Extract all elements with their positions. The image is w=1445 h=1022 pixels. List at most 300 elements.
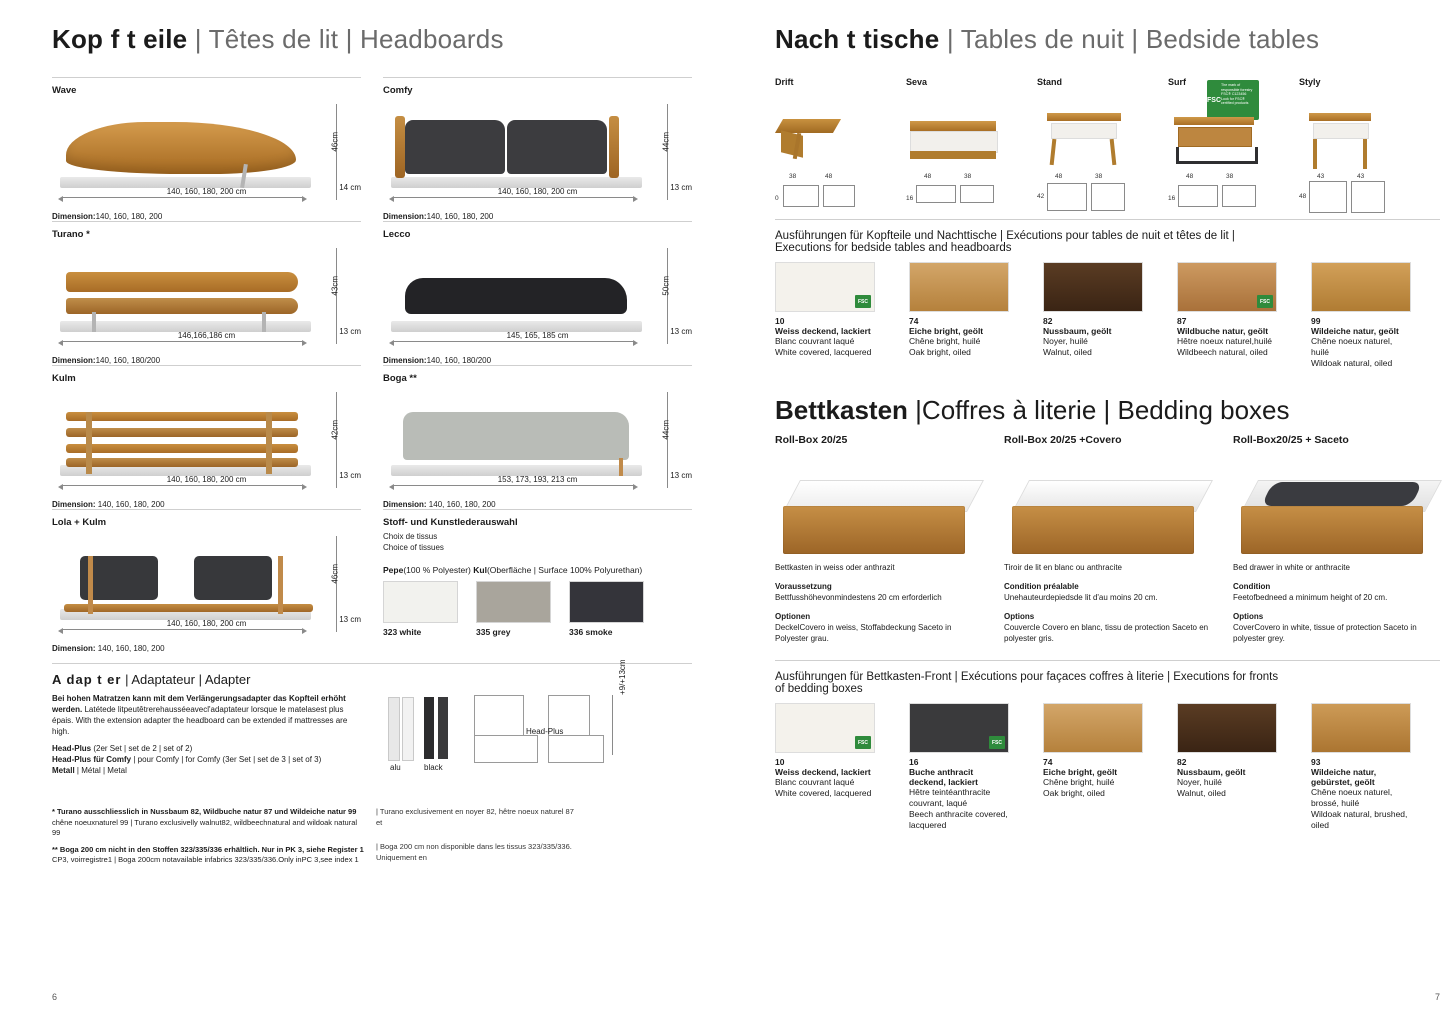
dim-box-side xyxy=(960,185,994,203)
headboard-wave xyxy=(52,77,361,221)
material-fr: Chêne bright, huilé xyxy=(1043,777,1115,787)
material-number: 10 xyxy=(775,757,785,767)
swatch[interactable] xyxy=(476,581,551,637)
headboard-illustration xyxy=(383,98,692,210)
box-caption: Tiroir de lit en blanc ou anthracite xyxy=(1004,563,1122,572)
nightstand-dimensions xyxy=(906,173,1037,219)
material-color xyxy=(775,703,875,753)
material-en: Oak bright, oiled xyxy=(909,347,971,357)
slat-4 xyxy=(66,458,298,467)
adapter-label-black: black xyxy=(424,763,443,772)
dimension-label: Dimension: xyxy=(52,212,96,221)
nightstand-illustration xyxy=(906,93,1037,173)
leg-left xyxy=(1313,139,1317,169)
height-measure-line xyxy=(667,392,668,488)
material-fr: Hêtre teintéanthracite couvrant, laqué xyxy=(909,787,991,808)
dim-width-2: 38 xyxy=(1095,173,1103,180)
material-swatch[interactable] xyxy=(1311,703,1411,831)
drawer-front xyxy=(783,506,965,554)
bedding-heading xyxy=(775,395,1440,426)
fronts-title xyxy=(775,671,1440,683)
swatch-color xyxy=(383,581,458,623)
dimension-line xyxy=(52,644,361,653)
box-title: Roll-Box 20/25 +Covero xyxy=(1004,434,1122,446)
arrow-left-icon xyxy=(389,484,394,490)
box-caption: Bettkasten in weiss oder anthrazit xyxy=(775,563,895,572)
top-panel xyxy=(910,121,996,131)
dim-box-side xyxy=(1091,183,1125,211)
headboard-grid xyxy=(52,77,692,653)
swatch-color xyxy=(569,581,644,623)
dimension-label: Dimension: xyxy=(52,500,96,509)
height-label: 44cm xyxy=(662,420,671,440)
arrow-left-icon xyxy=(389,196,394,202)
height-label: 43cm xyxy=(331,276,340,296)
wave-board-shape xyxy=(66,122,296,174)
headboard-name: Turano * xyxy=(52,229,90,240)
material-color xyxy=(909,262,1009,312)
nightstand-illustration xyxy=(1299,93,1430,173)
support-leg xyxy=(92,312,96,332)
dim-height: 48 xyxy=(1299,193,1307,200)
material-de: Weiss deckend, lackiert xyxy=(775,767,871,777)
material-fr: Chêne noeux naturel, huilé xyxy=(1311,336,1393,357)
executions-fronts xyxy=(775,660,1440,831)
adapter-measure-line xyxy=(612,695,613,755)
height-measure-line xyxy=(667,104,668,200)
width-measure-line xyxy=(62,485,303,486)
nightstand-illustration xyxy=(1037,93,1168,173)
width-label: 140, 160, 180, 200 cm xyxy=(166,475,247,484)
adapter-diagram-base-1 xyxy=(474,735,538,763)
material-en: Beech anthracite covered, lacquered xyxy=(909,809,1008,830)
depth-label: 13 cm xyxy=(670,471,692,480)
dimension-value: 140, 160, 180/200 xyxy=(426,356,492,365)
fronts-title-bold: Ausführungen für Bettkasten-Front xyxy=(775,671,952,683)
frame-left xyxy=(395,116,405,178)
material-en: White covered, lacquered xyxy=(775,347,872,357)
fsc-mark-text: FSC xyxy=(1207,96,1221,104)
headboard-kulm xyxy=(52,365,361,509)
depth-label: 13 cm xyxy=(339,471,361,480)
width-label: 145, 165, 185 cm xyxy=(506,331,569,340)
bedding-box-rollbox xyxy=(775,434,980,644)
material-en: Oak bright, oiled xyxy=(1043,788,1105,798)
nightstand-stand xyxy=(1037,77,1168,219)
bedding-box-covero xyxy=(1004,434,1209,644)
material-swatch[interactable] xyxy=(775,703,875,831)
material-fr: Hêtre noeux naturel,huilé xyxy=(1177,336,1272,346)
cushion-left xyxy=(405,120,505,174)
dim-width-2: 38 xyxy=(1226,173,1234,180)
dimension-label: Dimension: xyxy=(383,500,427,509)
adapter-item1-bold: Head-Plus xyxy=(52,744,92,753)
nightstand-name: Stand xyxy=(1037,77,1063,87)
nightstand-dimensions xyxy=(775,173,906,219)
box-illustration xyxy=(1233,454,1438,562)
material-swatch[interactable] xyxy=(909,703,1009,831)
adapter-item3-bold: Metall xyxy=(52,766,75,775)
material-number: 82 xyxy=(1043,316,1053,326)
headboard-name: Boga ** xyxy=(383,373,417,384)
adapter-bar-alu-1 xyxy=(388,697,400,761)
headboard-row xyxy=(52,365,692,509)
material-fr: Noyer, huilé xyxy=(1177,777,1222,787)
headboard-turano xyxy=(52,221,361,365)
box-options-text: CoverCovero in white, tissue of protection Saceto in polyester grey. xyxy=(1233,623,1417,643)
headboard-illustration xyxy=(52,386,361,498)
material-number: 16 xyxy=(909,757,919,767)
post-right xyxy=(278,556,283,614)
dim-height: 0 xyxy=(775,195,779,202)
nightstand-illustration xyxy=(1168,93,1299,173)
material-number: 87 xyxy=(1177,316,1187,326)
headboard-illustration xyxy=(383,386,692,498)
nightstand-name: Seva xyxy=(906,77,928,87)
material-number: 10 xyxy=(775,316,785,326)
headboard-illustration xyxy=(383,242,692,354)
arrow-left-icon xyxy=(58,484,63,490)
drawer-front xyxy=(1241,506,1423,554)
dim-box-front xyxy=(916,185,956,203)
support-leg xyxy=(619,458,623,476)
nightstand-row xyxy=(775,77,1440,219)
material-de: Wildbuche natur, geölt xyxy=(1177,326,1269,336)
headboard-row xyxy=(52,77,692,221)
material-en: Walnut, oiled xyxy=(1177,788,1226,798)
material-swatch[interactable] xyxy=(775,262,875,369)
adapter-heading xyxy=(52,672,692,687)
bedding-box-row xyxy=(775,434,1440,644)
dim-box-front xyxy=(1047,183,1087,211)
adapter-bar-alu-2 xyxy=(402,697,414,761)
material-de: Eiche bright, geölt xyxy=(909,326,984,336)
material-de: Wildeiche natur, geölt xyxy=(1311,326,1399,336)
material-number: 93 xyxy=(1311,757,1321,767)
nightstand-drift xyxy=(775,77,906,219)
executions-headboards xyxy=(775,219,1440,369)
material-fr: Noyer, huilé xyxy=(1043,336,1088,346)
drawer-front xyxy=(1051,123,1117,139)
arrow-left-icon xyxy=(58,340,63,346)
depth-label: 13 cm xyxy=(670,327,692,336)
height-label: 44cm xyxy=(662,132,671,152)
swatch-label: 335 grey xyxy=(476,627,511,637)
box-caption: Bed drawer in white or anthracite xyxy=(1233,563,1350,572)
nightstand-dimensions xyxy=(1168,173,1299,219)
width-label: 140, 160, 180, 200 cm xyxy=(166,619,247,628)
box-title: Roll-Box 20/25 xyxy=(775,434,848,446)
material-number: 74 xyxy=(909,316,919,326)
box-condition-text: Bettfusshöhevonmindestens 20 cm erforderlich xyxy=(775,593,942,602)
fabric-note-pepe: Pepe xyxy=(383,565,404,575)
drawer-front xyxy=(1178,127,1252,147)
swatch-color xyxy=(476,581,551,623)
dim-width-1: 48 xyxy=(924,173,932,180)
height-label: 46cm xyxy=(331,132,340,152)
bedside-heading xyxy=(775,24,1440,55)
width-measure-line xyxy=(62,629,303,630)
executions-subtitle: Executions for bedside tables and headboards xyxy=(775,242,1012,254)
dimension-value: 140, 160, 180, 200 xyxy=(97,644,165,653)
box-options-title: Options xyxy=(1004,612,1035,621)
top-panel xyxy=(1309,113,1371,121)
dim-box-front xyxy=(1178,185,1218,207)
top-panel xyxy=(1174,117,1254,125)
adapter-p1-rest: Latétede litpeutêtrerehausséeavecl'adaptateur lorsque le matelasest plus épais. With the extension adapter the headboard can be extended if mattresses are high. xyxy=(52,705,348,736)
material-color xyxy=(1043,262,1143,312)
cushion xyxy=(403,412,629,460)
dim-width-2: 48 xyxy=(825,173,833,180)
box-condition-text: Unehauteurdepiedsde lit d'au moins 20 cm. xyxy=(1004,593,1158,602)
adapter-heading-bold: A dap t er xyxy=(52,672,122,687)
material-de: Nussbaum, geölt xyxy=(1043,326,1112,336)
bedding-heading-rest: |Coffres à literie | Bedding boxes xyxy=(907,395,1290,425)
fsc-line-2: responsible forestry xyxy=(1221,87,1253,92)
headboard-name: Kulm xyxy=(52,373,76,384)
fsc-icon: FSC xyxy=(855,736,871,749)
fabric-note-pepe-rest: (100 % Polyester) xyxy=(403,565,471,575)
box-condition-text: Feetofbedneed a minimum height of 20 cm. xyxy=(1233,593,1388,602)
adapter-heading-rest: | Adaptateur | Adapter xyxy=(125,672,251,687)
adapter-text xyxy=(52,693,364,803)
material-en: Walnut, oiled xyxy=(1043,347,1092,357)
headboard-row xyxy=(52,509,692,653)
left-column: Kop f t eile | Têtes de lit | Headboards Wave 46cm 14 cm 140, 160, 180, 200 cm Dimension:140, 160, 180, 200 Comfy 44cm 13 cm 140, 160, 180, 200 cm Dimension:140, 160, 180, 200 Turano * 43cm 13 cm 146,166,186 cm Dimension:140, 160, 180/200 Lecco 50cm 13 cm 145, 165, 185 cm Dimension:140, 160, 180/200 Kulm 42cm 13 cm 140, 160, 180, 200 cm Dimension: 140, 160, 180, 200 Boga ** 44cm 13 cm 153, 173, 193, 213 cm Dimension: 140, 160, 180, 200 Lola + Kulm 46cm 13 cm 140, 160, 180, 200 cm Dimension: 140, 160, 180, 200 Stoff- und Kunstlederauswahl Choix de tissus Choice of tissues Pepe(100 % Polyester) Kul(Oberfläche | Surface 100% Polyurethan) 323 white 335 grey 336 smoke A dap t er | Adaptateur | Adapter Bei hohen Matratzen kann mit dem Verlängerungsadapter das Kopfteil erhöht werden. Latétede litpeutêtrerehausséeavecl'adaptateur lorsque le matelasest plus épais. With the extension adapter the headboard can be extended if mattresses are high. Head-Plus (2er Set | set de 2 | set of 2) Head-Plus für Comfy | pour Comfy | for Comfy (3er Set | set de 3 | set of 3) Metall | Métal | Metal alu black Head-Plus +9/+13cm * Turano ausschliesslich in Nussbaum 82, Wildbuche natur 87 und Wildeiche natur 99 chêne noeuxnaturel 99 | Turano exclusivelly walnut82, wildbeechnatural and wildoak natural 99 ** Boga 200 cm nicht in den Stoffen 323/335/336 erhältlich. Nur in PK 3, siehe Register 1 CP3, voirregistre1 | Boga 200cm notavailable infabrics 323/335/336.Only inPC 3,see index 1 | Turano exclusivement en noyer 82, hêtre noeux naturel 87 et | Boga 200 cm non disponible dans les tissus 323/335/336. Uniquement en 6 xyxy=(52,24,692,1002)
adapter-section xyxy=(52,659,692,866)
fabric-note-kul: Kul xyxy=(473,565,487,575)
box-condition-title: Condition préalable xyxy=(1004,582,1079,591)
fabric-note-kul-rest: (Oberfläche | Surface 100% Polyurethan) xyxy=(486,565,643,575)
fsc-line-4: Look for FSC® certified products xyxy=(1221,96,1249,106)
slat-2 xyxy=(66,428,298,437)
width-measure-line xyxy=(393,197,634,198)
material-swatch[interactable] xyxy=(1177,262,1277,369)
fsc-line-3: FSC® C123456 xyxy=(1221,92,1247,97)
material-swatch[interactable] xyxy=(909,262,1009,369)
footnote-2-bold: ** Boga 200 cm nicht in den Stoffen 323/335/336 erhältlich. Nur in PK 3, siehe Register 1 xyxy=(52,844,364,854)
leg-right xyxy=(1363,139,1367,169)
arrow-left-icon xyxy=(389,340,394,346)
dimension-line xyxy=(383,212,692,221)
material-color xyxy=(1177,703,1277,753)
headboard-name: Comfy xyxy=(383,85,413,96)
adapter-p1-bold: Bei hohen Matratzen kann mit dem Verlängerungsadapter das Kopfteil erhöht werden. xyxy=(52,694,346,714)
width-label: 153, 173, 193, 213 cm xyxy=(497,475,578,484)
post-left xyxy=(86,412,92,474)
material-swatch[interactable] xyxy=(1043,703,1143,831)
fsc-icon: FSC xyxy=(855,295,871,308)
arrow-right-icon xyxy=(633,340,638,346)
cushion-right xyxy=(194,556,272,600)
depth-label: 13 cm xyxy=(339,615,361,624)
dimension-value: 140, 160, 180, 200 xyxy=(97,500,165,509)
dim-height: 16 xyxy=(906,195,914,202)
fabric-subtitle-fr: Choix de tissus xyxy=(383,532,438,541)
dim-box-side xyxy=(823,185,855,207)
arrow-right-icon xyxy=(633,484,638,490)
swatch-label: 323 white xyxy=(383,627,422,637)
dim-width-1: 38 xyxy=(789,173,797,180)
swatch-label: 336 smoke xyxy=(569,627,613,637)
bedding-heading-bold: Bettkasten xyxy=(775,395,908,425)
box-options-title: Optionen xyxy=(775,612,811,621)
dim-box-front xyxy=(783,185,819,207)
nightstand-illustration xyxy=(775,93,906,173)
height-measure-line xyxy=(336,536,337,632)
box-illustration xyxy=(775,454,980,562)
nightstand-name: Surf xyxy=(1168,77,1186,87)
material-row xyxy=(775,703,1440,831)
material-de: Buche anthracit deckend, lackiert xyxy=(909,767,978,787)
material-en: Wildoak natural, oiled xyxy=(1311,358,1393,368)
height-label: 50cm xyxy=(662,276,671,296)
box-condition-title: Condition xyxy=(1233,582,1271,591)
width-label: 140, 160, 180, 200 cm xyxy=(166,187,247,196)
headboard-illustration xyxy=(52,530,361,642)
nightstand-dimensions xyxy=(1299,173,1430,219)
base-panel xyxy=(910,151,996,159)
footnote-1-bold: * Turano ausschliesslich in Nussbaum 82, Wildbuche natur 87 und Wildeiche natur 99 xyxy=(52,807,357,816)
dimension-line xyxy=(383,356,692,365)
dimension-label: Dimension: xyxy=(383,212,427,221)
box-options-title: Options xyxy=(1233,612,1264,621)
footnote-3: | Turano exclusivement en noyer 82, hêtre noeux naturel 87 et xyxy=(376,807,574,827)
adapter-diagram-base-2 xyxy=(548,735,604,763)
fabric-subtitle-en: Choice of tissues xyxy=(383,543,444,552)
post-right xyxy=(266,412,272,474)
post-left xyxy=(88,556,93,614)
nightstand-name: Styly xyxy=(1299,77,1321,87)
footnote-1-rest: chêne noeuxnaturel 99 | Turano exclusivelly walnut82, wildbeechnatural and wildoak natural 99 xyxy=(52,817,358,837)
nightstand-name: Drift xyxy=(775,77,794,87)
fabric-title: Stoff- und Kunstlederauswahl xyxy=(383,517,518,528)
executions-title-rest: | Exécutions pour tables de nuit et têtes de lit | xyxy=(1000,230,1235,242)
board-top xyxy=(66,272,298,292)
dimension-value: 140, 160, 180/200 xyxy=(95,356,161,365)
adapter-headplus-label: Head-Plus xyxy=(526,727,564,736)
dimension-value: 140, 160, 180, 200 xyxy=(426,212,494,221)
material-color xyxy=(1043,703,1143,753)
dimension-label: Dimension: xyxy=(383,356,427,365)
metal-frame xyxy=(1176,147,1258,164)
material-de: Nussbaum, geölt xyxy=(1177,767,1246,777)
dimension-line xyxy=(52,500,361,509)
width-measure-line xyxy=(393,341,634,342)
dimension-line xyxy=(383,500,692,509)
depth-label: 13 cm xyxy=(339,327,361,336)
headboard-name: Lecco xyxy=(383,229,411,240)
material-row xyxy=(775,262,1440,369)
headboard-name: Wave xyxy=(52,85,77,96)
dimension-value: 140, 160, 180, 200 xyxy=(428,500,496,509)
adapter-illustration xyxy=(380,659,670,803)
drawer-front xyxy=(910,131,998,153)
fronts-subtitle: of bedding boxes xyxy=(775,683,863,695)
material-fr: Blanc couvrant laqué xyxy=(775,777,855,787)
dimension-line xyxy=(52,212,361,221)
material-swatch[interactable] xyxy=(1043,262,1143,369)
cushion-right xyxy=(507,120,607,174)
adapter-item3-rest: | Métal | Metal xyxy=(76,766,127,775)
fabric-swatches xyxy=(383,581,692,637)
nightstand-seva xyxy=(906,77,1037,219)
arrow-right-icon xyxy=(633,196,638,202)
material-color xyxy=(1311,703,1411,753)
material-swatch[interactable] xyxy=(1177,703,1277,831)
fsc-icon: FSC xyxy=(1257,295,1273,308)
dim-height: 42 xyxy=(1037,193,1045,200)
right-column: Nach t tische | Tables de nuit | Bedside tables FSC The mark of responsible forestry FSC® C123456 Look for FSC® certified products Drift 38 48 0 Seva 48 38 16 Stand 48 38 42 Surf 48 38 16 Styly 43 43 48 Ausführungen für Kopfteile und Nachttische | Exécutions pour tables de nuit et têtes de lit | Executions for bedside tables and headboards FSC 10 Weiss deckend, lackiert Blanc couvrant laqué White covered, lacquered 74 Eiche bright, geölt Chêne bright, huilé Oak bright, oiled 82 Nussbaum, geölt Noyer, huilé Walnut, oiled FSC 87 Wildbuche natur, geölt Hêtre noeux naturel,huilé Wildbeech natural, oiled 99 Wildeiche natur, geölt Chêne noeux naturel, huilé Wildoak natural, oiled Bettkasten |Coffres à literie | Bedding boxes Roll-Box 20/25 Bettkasten in weiss oder anthrazit Voraussetzung Bettfusshöhevonmindestens 20 cm erforderlich Optionen DeckelCovero in weiss, Stoffabdeckung Saceto in Polyester grau. Roll-Box 20/25 +Covero Tiroir de lit en blanc ou anthracite Condition préalable Unehauteurdepiedsde lit d'au moins 20 cm. Options Couvercle Covero en blanc, tissu de protection Saceto en polyester gris. Roll-Box20/25 + Saceto Bed drawer in white or anthracite Condition Feetofbedneed a minimum height of 20 cm. Options CoverCovero in white, tissue of protection Saceto in polyester grey. Ausführungen für Bettkasten-Front | Exécutions pour façaces coffres à literie | Executions for fronts of bedding boxes FSC 10 Weiss deckend, lackiert Blanc couvrant laqué White covered, lacquered FSC 16 Buche anthracit deckend, lackiert Hêtre teintéanthracite couvrant, laqué Beech anthracite covered, lacquered 74 Eiche bright, geölt Chêne bright, huilé Oak bright, oiled 82 Nussbaum, geölt Noyer, huilé Walnut, oiled 93 Wildeiche natur, gebürstet, geölt Chêne noeux naturel, brossé, huilé Wildoak natural, brushed, oiled 7 xyxy=(775,24,1440,831)
height-label: 42cm xyxy=(331,420,340,440)
headboard-lecco xyxy=(383,221,692,365)
material-de: Eiche bright, geölt xyxy=(1043,767,1118,777)
fsc-icon: FSC xyxy=(989,736,1005,749)
headboards-heading-bold: Kop f t eile xyxy=(52,24,188,54)
footnote-column-right xyxy=(376,807,576,866)
top-panel xyxy=(1047,113,1121,121)
material-fr: Chêne bright, huilé xyxy=(909,336,981,346)
material-number: 82 xyxy=(1177,757,1187,767)
swatch[interactable] xyxy=(569,581,644,637)
bedside-heading-bold: Nach t tische xyxy=(775,24,940,54)
dim-width-1: 43 xyxy=(1317,173,1325,180)
material-fr: Chêne noeux naturel, brossé, huilé xyxy=(1311,787,1393,808)
adapter-label-alu: alu xyxy=(390,763,401,772)
height-measure-line xyxy=(667,248,668,344)
dim-width-1: 48 xyxy=(1186,173,1194,180)
material-en: Wildbeech natural, oiled xyxy=(1177,347,1268,357)
headboard-lola-kulm xyxy=(52,509,361,653)
arrow-right-icon xyxy=(302,484,307,490)
support-leg xyxy=(262,312,266,332)
material-swatch[interactable] xyxy=(1311,262,1411,369)
executions-title-bold: Ausführungen für Kopfteile und Nachttische xyxy=(775,230,997,242)
width-measure-line xyxy=(62,341,303,342)
arrow-left-icon xyxy=(58,196,63,202)
depth-label: 13 cm xyxy=(670,183,692,192)
swatch[interactable] xyxy=(383,581,458,637)
arrow-left-icon xyxy=(58,628,63,634)
material-number: 74 xyxy=(1043,757,1053,767)
cushion xyxy=(405,278,627,314)
adapter-item1-rest: (2er Set | set de 2 | set of 2) xyxy=(93,744,193,753)
box-options-text: DeckelCovero in weiss, Stoffabdeckung Saceto in Polyester grau. xyxy=(775,623,952,643)
material-color xyxy=(909,703,1009,753)
dimension-label: Dimension: xyxy=(52,356,96,365)
width-measure-line xyxy=(62,197,303,198)
dim-box-front xyxy=(1309,181,1347,213)
adapter-footnotes xyxy=(52,807,692,866)
fsc-line-1: The mark of xyxy=(1221,83,1241,87)
leg-right xyxy=(1110,139,1117,165)
headboard-boga xyxy=(383,365,692,509)
material-number: 99 xyxy=(1311,316,1321,326)
headboard-illustration xyxy=(52,242,361,354)
nightstand-styly xyxy=(1299,77,1430,219)
fronts-title-rest: | Exécutions pour façaces coffres à literie | Executions for fronts xyxy=(954,671,1279,683)
footnote-4: | Boga 200 cm non disponible dans les tissus 323/335/336. Uniquement en xyxy=(376,842,572,862)
frame-right xyxy=(609,116,619,178)
height-measure-line xyxy=(336,248,337,344)
dim-height: 16 xyxy=(1168,195,1176,202)
adapter-plus-label: +9/+13cm xyxy=(618,659,627,695)
dim-width-2: 43 xyxy=(1357,173,1365,180)
box-condition-title: Voraussetzung xyxy=(775,582,832,591)
rail xyxy=(64,604,313,612)
material-de: Wildeiche natur, gebürstet, geölt xyxy=(1311,767,1377,787)
adapter-bar-black-1 xyxy=(424,697,434,759)
